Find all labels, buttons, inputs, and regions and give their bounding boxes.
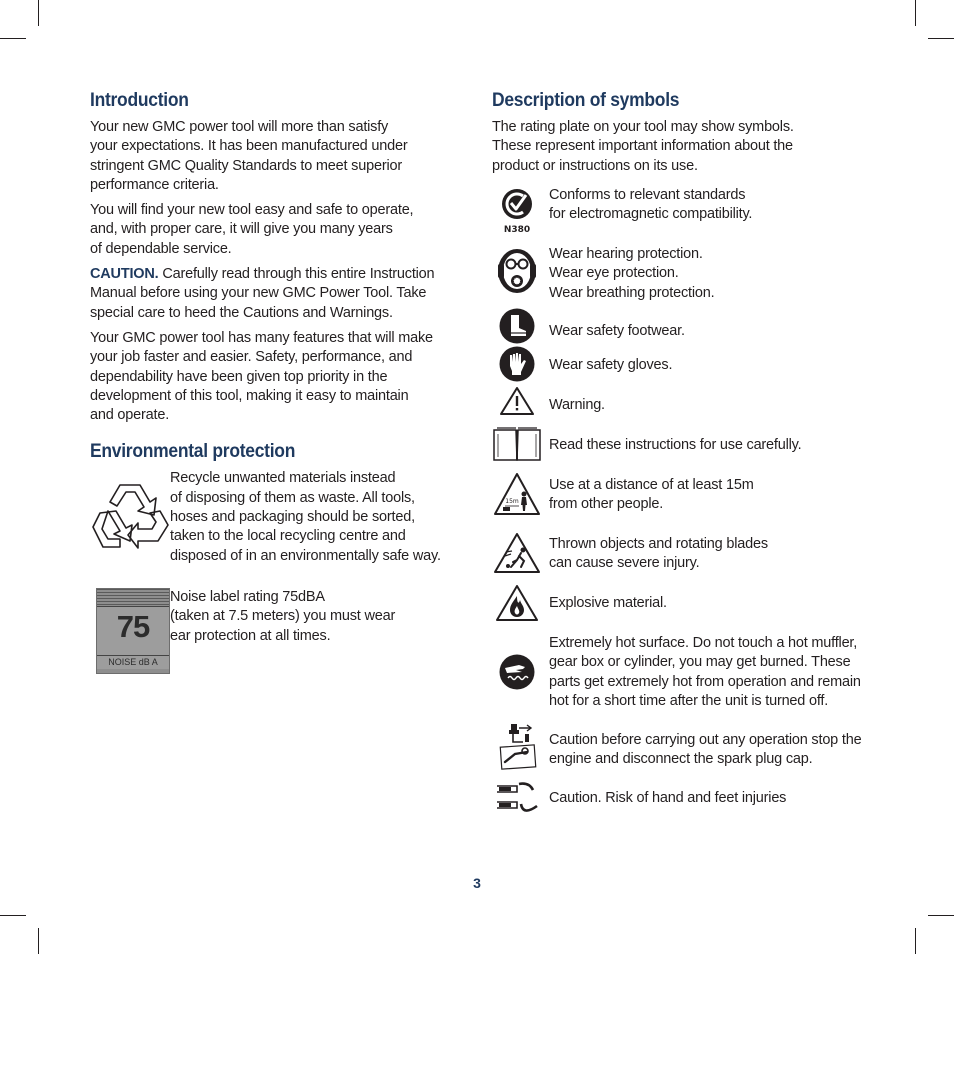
safety-footwear-icon: [492, 308, 542, 344]
left-column: [90, 90, 452, 674]
recycle-icon: [90, 475, 170, 555]
c-tick-code: N380: [503, 225, 531, 234]
noise-text: Noise label rating 75dBA (taken at 7.5 meters) you must wear ear protection at all times.: [170, 588, 396, 644]
right-column: [492, 90, 872, 830]
symbol-text-distance: Use at a distance of at least 15m from other people.: [549, 477, 754, 513]
symbol-text-hand-feet: Caution. Risk of hand and feet injuries: [549, 790, 787, 806]
intro-paragraph-1: Your new GMC power tool will more than satisfy your expectations. It has been manufactured under stringent GMC Quality Standards to meet superior performance criteria.: [90, 119, 408, 193]
crop-mark: [928, 915, 954, 916]
symbol-text-spark-plug: Caution before carrying out any operation stop the engine and disconnect the spark plug cap.: [549, 732, 862, 768]
crop-mark: [0, 38, 26, 39]
noise-value: 75: [116, 608, 150, 644]
distance-label: 15m: [505, 498, 519, 505]
crop-mark: [915, 928, 916, 954]
symbol-text-warning: Warning.: [549, 397, 605, 413]
hearing-eye-breathing-protection-icon: [492, 248, 542, 294]
symbol-text-footwear: Wear safety footwear.: [549, 323, 685, 339]
crop-mark: [915, 0, 916, 26]
symbol-text-read-instructions: Read these instructions for use carefully.: [549, 437, 802, 453]
hand-feet-injury-icon: [492, 780, 542, 820]
intro-caution-paragraph: CAUTION. Carefully read through this entire Instruction Manual before using your new GMC Power Tool. Take special care to heed the Cautions and Warnings.: [90, 266, 435, 321]
crop-mark: [928, 38, 954, 39]
thrown-objects-icon: [492, 532, 542, 574]
noise-section: [96, 588, 452, 674]
noise-label-icon: [96, 588, 170, 674]
disconnect-spark-plug-icon: [492, 722, 542, 772]
environmental-heading: Environmental protection: [90, 441, 296, 463]
symbols-intro: The rating plate on your tool may show symbols. These represent important information about the product or instructions on its use.: [492, 119, 794, 174]
c-tick-icon: [492, 186, 542, 234]
intro-paragraph-2: You will find your new tool easy and safe to operate, and, with proper care, it will give you many years of dependable service.: [90, 202, 414, 257]
introduction-heading: Introduction: [90, 90, 189, 111]
crop-mark: [38, 928, 39, 954]
symbol-text-gloves: Wear safety gloves.: [549, 357, 673, 373]
symbol-text-explosive: Explosive material.: [549, 595, 667, 611]
recycle-section: [90, 469, 452, 571]
symbols-heading: Description of symbols: [492, 90, 680, 111]
hot-surface-icon: [492, 654, 542, 690]
intro-paragraph-4: Your GMC power tool has many features that will make your job faster and easier. Safety, performance, and dependability have been given top priority in the development of this tool, making it easy to maintain and operate.: [90, 329, 433, 424]
safety-gloves-icon: [492, 346, 542, 382]
caution-label: CAUTION.: [90, 266, 159, 283]
warning-icon: [492, 386, 542, 416]
symbol-text-c-tick: Conforms to relevant standards for electromagnetic compatibility.: [549, 187, 753, 223]
distance-15m-icon: [492, 472, 542, 516]
read-instructions-icon: [492, 426, 542, 462]
noise-unit: NOISE dB A: [97, 655, 169, 667]
explosive-icon: [492, 584, 542, 622]
page-number: 3: [473, 875, 481, 891]
crop-mark: [38, 0, 39, 26]
symbol-text-protection: Wear hearing protection. Wear eye protection. Wear breathing protection.: [549, 246, 715, 301]
recycle-text: Recycle unwanted materials instead of disposing of them as waste. All tools, hoses and packaging should be sorted, taken to the local recycling centre and disposed of in an environmentally safe way.: [170, 470, 441, 564]
symbol-text-hot-surface: Extremely hot surface. Do not touch a hot muffler, gear box or cylinder, you may get burned. These parts get extremely hot from operation and remain hot for a short time after the unit is turned off.: [549, 635, 861, 709]
symbol-text-thrown-objects: Thrown objects and rotating blades can cause severe injury.: [549, 536, 768, 572]
crop-mark: [0, 915, 26, 916]
